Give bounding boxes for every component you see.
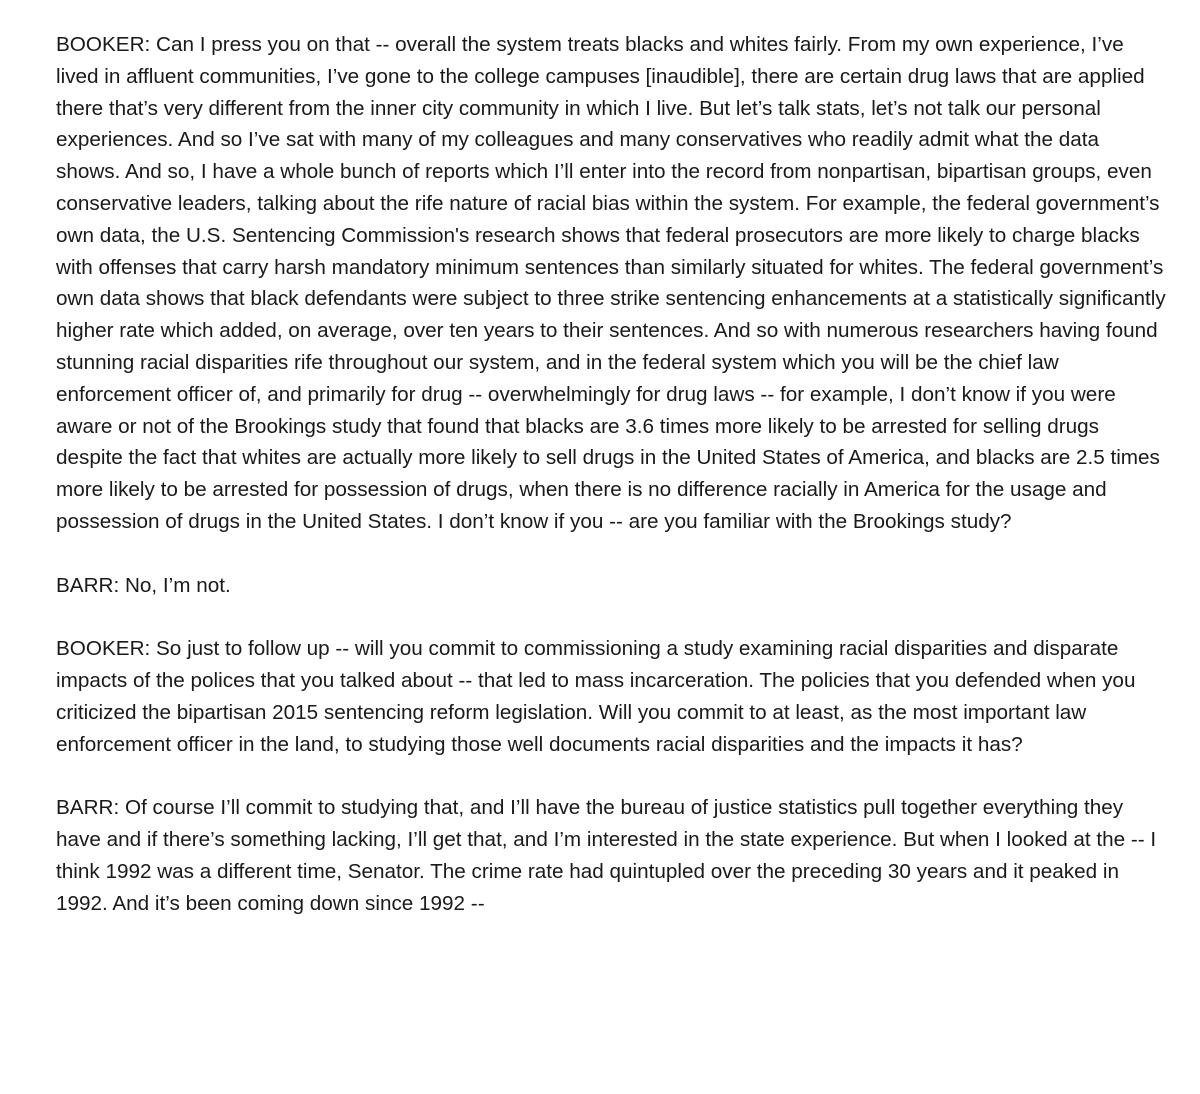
booker-statement-1: BOOKER: Can I press you on that -- overall the system treats blacks and whites fairly. From my own experience, I’ve lived in affluent communities, I’ve gone to the college campuses [inaudible], there are certain drug laws that are applied there that’s very different from the inner city community in which I live. But let’s talk stats, let’s not talk our personal experiences. And so I’ve sat with many of my colleagues and many conservatives who readily admit what the data shows. And so, I have a whole bunch of reports which I’ll enter into the record from nonpartisan, bipartisan groups, even conservative leaders, talking about the rife nature of racial bias within the system. For example, the federal government’s own data, the U.S. Sentencing Commission's research shows that federal prosecutors are more likely to charge blacks with offenses that carry harsh mandatory minimum sentences than similarly situated for whites. The federal government’s own data shows that black defendants were subject to three strike sentencing enhancements at a statistically significantly higher rate which added, on average, over ten years to their sentences. And so with numerous researchers having found stunning racial disparities rife throughout our system, and in the federal system which you will be the chief law enforcement officer of, and primarily for drug -- overwhelmingly for drug laws -- for example, I don’t know if you were aware or not of the Brookings study that found that blacks are 3.6 times more likely to be arrested for selling drugs despite the fact that whites are actually more likely to sell drugs in the United States of America, and blacks are 2.5 times more likely to be arrested for possession of drugs, when there is no difference racially in America for the usage and possession of drugs in the United States. I don’t know if you -- are you familiar with the Brookings study? [56, 33, 1166, 533]
barr-response-1: BARR: No, I’m not. [56, 573, 231, 597]
barr-response-2: BARR: Of course I’ll commit to studying that, and I’ll have the bureau of justice statistics pull together everything they have and if there’s something lacking, I’ll get that, and I’m interested in the state experience. But when I looked at the -- I think 1992 was a different time, Senator. The crime rate had quintupled over the preceding 30 years and it peaked in 1992. And it’s been coming down since 1992 -- [56, 796, 1157, 915]
booker-statement-2: BOOKER: So just to follow up -- will you commit to commissioning a study examining racial disparities and disparate impacts of the polices that you talked about -- that led to mass incarceration. The policies that you defended when you criticized the bipartisan 2015 sentencing reform legislation. Will you commit to at least, as the most important law enforcement officer in the land, to studying those well documents racial disparities and the impacts it has? [56, 637, 1136, 756]
transcript-document [56, 29, 1166, 919]
